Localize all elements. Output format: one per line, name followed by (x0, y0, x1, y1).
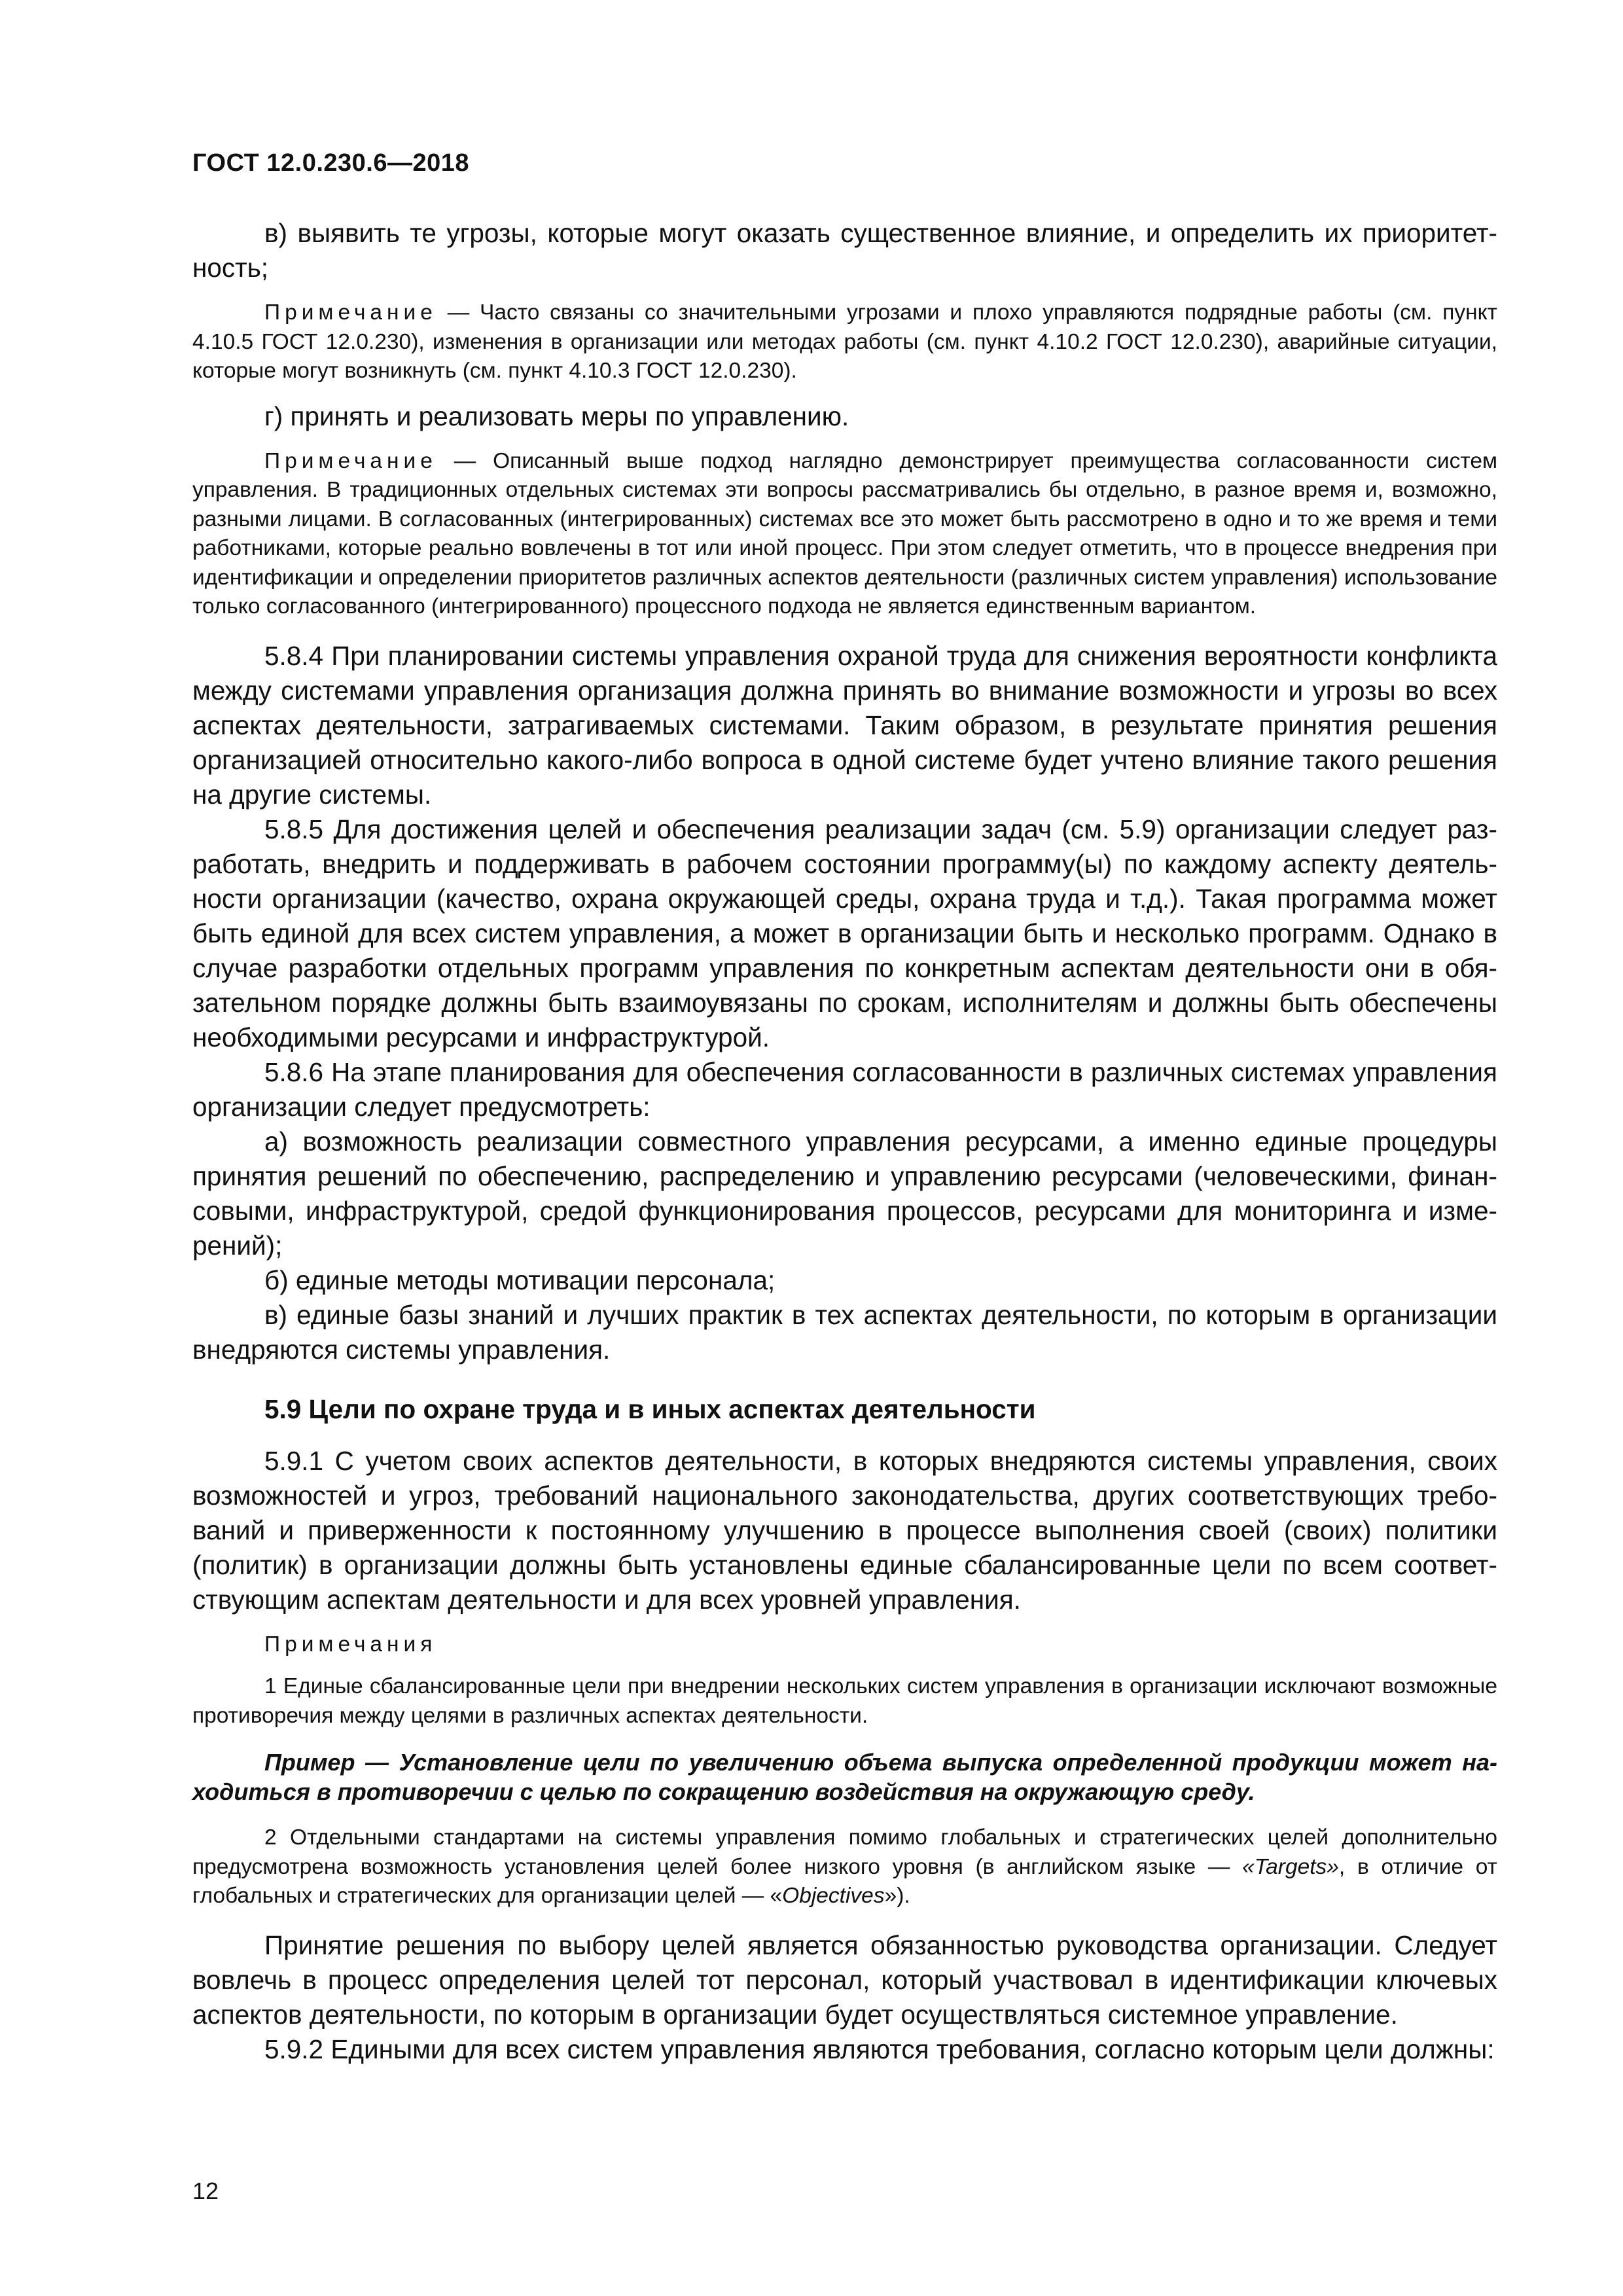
page-number: 12 (192, 2178, 219, 2204)
list-item-b: б) единые методы мотивации персонала; (264, 1265, 776, 1295)
note-text: — Часто связаны со значительными угрозами и плохо управляются подрядные работы (см. пункт 4.10.5 ГОСТ 12.0.230), изменения в организации или методах работы (см. пункт 4.10.2 ГОСТ 12.0.230), аварийные ситуации, которые могут возникнуть (см. пункт 4.10.3 ГОСТ 12.0.230). (192, 300, 1497, 383)
term-objectives: Objectives (782, 1884, 885, 1908)
section-5-8-6: 5.8.6 На этапе планирования для обеспечения согласованности в различных системах управления организации следует предусмотреть: (192, 1056, 1497, 1122)
term-targets: «Targets» (1242, 1854, 1339, 1879)
note-5-9-1-2 (192, 1823, 1497, 1911)
list-item-v-2: в) единые базы знаний и лучших практик в тех аспектах деятельности, по которым в организации внедряются системы управления. (192, 1299, 1497, 1365)
list-item-g: г) принять и реализовать меры по управлению. (264, 401, 849, 431)
section-5-9-1: 5.9.1 С учетом своих аспектов деятельности, в которых внедряются системы управления, своих возможностей и угроз, требований национального законодательства, других соответствующих требований и приверженности к постоянному улучшению в процессе выполнения своей (своих) политики (политик) в организации должны быть установлены единые сбалансированные цели по всем соответствующим аспектам деятельности и для всех уровней управления. (192, 1445, 1497, 1615)
list-item-a: а) возможность реализации совместного управления ресурсами, а именно единые процедуры принятия решений по обеспечению, распределению и управлению ресурсами (человеческими, финансовыми, инфраструктурой, средой функционирования процессов, ресурсами для мониторинга и измерений); (192, 1126, 1497, 1261)
notes-label (192, 1630, 1497, 1660)
section-heading-5-9: 5.9 Цели по охране труда и в иных аспектах деятельности (264, 1393, 1036, 1424)
note-text: , в отличие от глобальных и стратегических для организации целей — « (192, 1854, 1498, 1908)
paragraph-decision: Принятие решения по выбору целей является обязанностью руководства организации. Следует вовлечь в процесс определения целей тот персонал, который участвовал в идентификации ключевых аспектов деятельности, по которым в организации будет осуществляться системное управление. (192, 1929, 1497, 2030)
section-5-9-2: 5.9.2 Едиными для всех систем управления являются требования, согласно которым цели должны: (264, 2034, 1495, 2064)
page-content (192, 216, 1497, 2067)
list-item-v: в) выявить те угрозы, которые могут оказать существенное влияние, и определить их приоритетность; (192, 218, 1497, 283)
example: Пример — Установление цели по увеличению объема выпуска определенной продукции может находиться в противоречии с целью по сокращению воздействия на окружающую среду. (192, 1749, 1497, 1805)
note-text: 2 Отдельными стандартами на системы управления помимо глобальных и стратегических целей дополнительно предусмотрена возможность установления целей более низкого уровня (в английском языке — (192, 1825, 1497, 1879)
section-5-8-5: 5.8.5 Для достижения целей и обеспечения реализации задач (см. 5.9) организации следует разработать, внедрить и поддерживать в рабочем состоянии программу(ы) по каждому аспекту деятельности организации (качество, охрана окружающей среды, охрана труда и т.д.). Такая программа может быть единой для всех систем управления, а может в организации быть и несколько программ. Однако в случае разработки отдельных программ управления по конкретным аспектам деятельности они в обязательном порядке должны быть взаимоувязаны по срокам, исполнителям и должны быть обеспечены необходимыми ресурсами и инфраструктурой. (192, 814, 1497, 1052)
note-5-9-1-1: 1 Единые сбалансированные цели при внедрении нескольких систем управления в организации исключают возможные противоречия между целями в различных аспектах деятельности. (192, 1674, 1497, 1728)
section-5-8-4: 5.8.4 При планировании системы управления охраной труда для снижения вероятности конфликта между системами управления организация должна принять во внимание возможности и угрозы во всех аспектах деятельности, затрагиваемых системами. Таким образом, в результате принятия решения организацией относительно какого-либо вопроса в одной системе будет учтено влияние такого решения на другие системы. (192, 640, 1497, 810)
note-label: Примечание (264, 300, 437, 325)
note-text: — Описанный выше подход наглядно демонстрирует преимущества согласованности систем управления. В традиционных отдельных системах эти вопросы рассматривались бы отдельно, в разное время и, возможно, разными лицами. В согласованных (интегрированных) системах все это может быть рассмотрено в одно и то же время и теми работниками, которые реально вовлечены в тот или иной процесс. При этом следует отметить, что в процессе внедрения при идентификации и определении приоритетов различных аспектов деятельности (различных систем управления) использование только согласованного (интегрированного) процессного подхода не является единственным вариантом. (192, 448, 1497, 619)
note-text: »). (884, 1884, 910, 1908)
note-label: Примечание (264, 448, 437, 473)
note-2 (192, 447, 1497, 622)
note-1 (192, 298, 1497, 386)
note-label: Примечания (264, 1632, 437, 1657)
document-header: ГОСТ 12.0.230.6—2018 (192, 149, 470, 177)
